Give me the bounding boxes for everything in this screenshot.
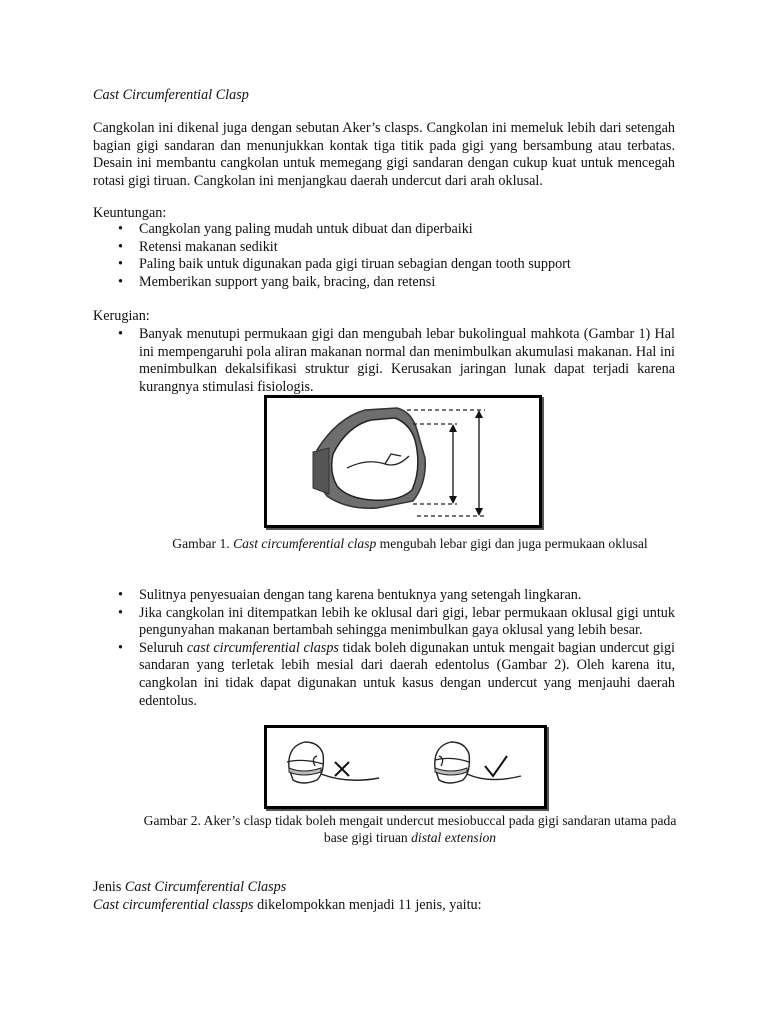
figure-1-caption: [140, 535, 680, 552]
list-item-text: Jika cangkolan ini ditempatkan lebih ke oklusal dari gigi, lebar permukaan oklusal gigi untuk pengunyahan makanan bertambah sehingga menimbulkan gaya oklusal yang lebih besar.: [139, 604, 675, 639]
caption-italic: distal extension: [411, 830, 497, 845]
text-prefix: Seluruh: [139, 639, 187, 656]
figure-2-caption: [140, 812, 680, 846]
caption-suffix: mengubah lebar gigi dan juga permukaan oklusal: [376, 536, 648, 551]
list-item-text: Memberikan support yang baik, bracing, dan retensi: [139, 273, 436, 290]
bullet-icon: •: [118, 604, 123, 621]
text-suffix: tidak boleh digunakan untuk mengait bagian undercut gigi sandaran yang terletak lebih mesial dari daerah edentolus (Gambar 2). Oleh karena itu, cangkolan ini tidak dapat digunakan untuk kasus dengan undercut yang menjauhi daerah edentolus.: [139, 639, 675, 709]
list-item-text: Retensi makanan sedikit: [139, 238, 278, 255]
clasp-placement-illustration: [267, 728, 544, 806]
list-item-text: Paling baik untuk digunakan pada gigi tiruan sebagian dengan tooth support: [139, 256, 571, 273]
list-item: [93, 640, 675, 710]
section-title: Cast Circumferential Clasp: [93, 87, 249, 103]
intro-paragraph: Cangkolan ini dikenal juga dengan sebutan Aker’s clasps. Cangkolan ini memeluk lebih dari setengah bagian gigi sandaran dan menunjukkan kontak tiga titik pada gigi yang bersambung atau terbatas. Desain ini membantu cangkolan untuk memegang gigi sandaran dengan cukup kuat untuk mencegah rotasi gigi tiruan. Cangkolan ini menjangkau daerah undercut dari arah oklusal.: [93, 120, 675, 189]
jenis-heading: [93, 879, 286, 897]
caption-italic: Cast circumferential clasp: [233, 536, 377, 551]
list-item-text: Cangkolan yang paling mudah untuk dibuat dan diperbaiki: [139, 221, 473, 237]
caption-prefix: Gambar 1.: [172, 536, 234, 551]
heading-italic: Cast Circumferential Clasps: [124, 879, 287, 895]
bullet-icon: •: [118, 326, 123, 342]
bullet-icon: •: [118, 238, 123, 255]
bullet-icon: •: [118, 221, 123, 237]
list-item: [93, 587, 675, 605]
kerugian-list-a: [93, 326, 675, 396]
keuntungan-label: Keuntungan:: [93, 205, 167, 221]
list-item: [93, 239, 675, 257]
list-item: [93, 605, 675, 640]
kerugian-label: Kerugian:: [93, 308, 150, 324]
list-item-text: [139, 640, 675, 709]
bullet-icon: •: [118, 587, 123, 603]
jenis-text: [93, 897, 482, 915]
list-item-text: Banyak menutupi permukaan gigi dan mengubah lebar bukolingual mahkota (Gambar 1) Hal ini mempengaruhi pola aliran makanan normal dan menimbulkan akumulasi makanan. Hal ini menimbulkan dekalsifikasi struktur gigi. Kerusakan jaringan lunak dapat terjadi karena kurangnya stimulasi fisiologis.: [139, 326, 675, 395]
text-suffix: dikelompokkan menjadi 11 jenis, yaitu:: [253, 897, 482, 913]
bullet-icon: •: [118, 273, 123, 290]
kerugian-list-b: [93, 587, 675, 710]
list-item: [93, 221, 675, 239]
list-item: [93, 326, 675, 396]
list-item-text: Sulitnya penyesuaian dengan tang karena bentuknya yang setengah lingkaran.: [139, 587, 582, 603]
list-item: [93, 274, 675, 292]
bullet-icon: •: [118, 639, 123, 656]
list-item: [93, 256, 675, 274]
figure-1: [264, 395, 542, 528]
heading-prefix: Jenis: [93, 879, 125, 895]
text-italic: cast circumferential clasps: [186, 639, 339, 656]
text-italic: Cast circumferential classps: [93, 897, 254, 913]
bullet-icon: •: [118, 256, 123, 273]
keuntungan-list: [93, 221, 675, 291]
figure-2: [264, 725, 547, 809]
caption-prefix: Gambar 2. Aker’s clasp tidak boleh mengait undercut mesiobuccal pada gigi sandaran utama pada base gigi tiruan: [143, 813, 677, 845]
tooth-clasp-width-illustration: [267, 398, 539, 525]
